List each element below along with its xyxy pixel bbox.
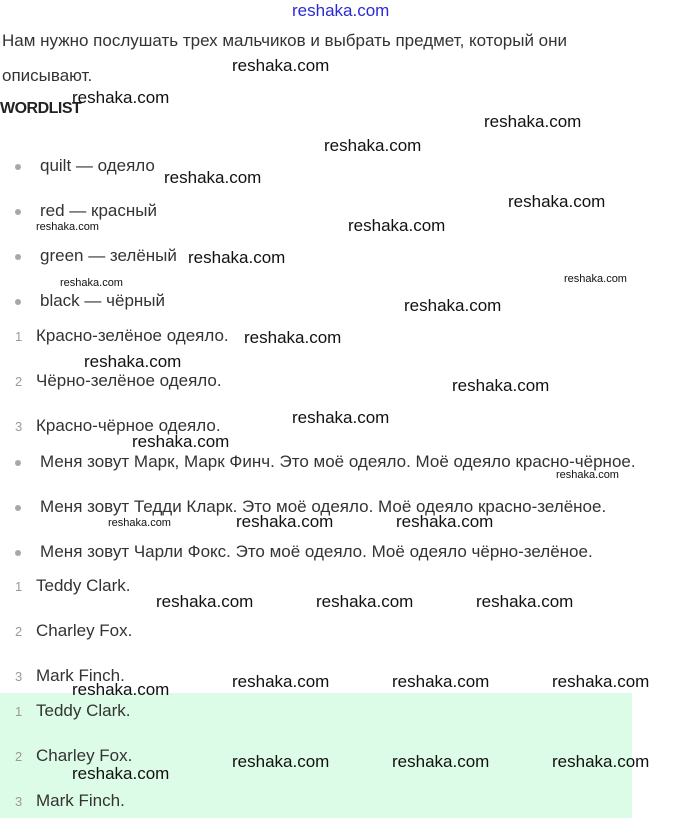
answer-item: Charley Fox. xyxy=(36,746,133,765)
bullet-icon xyxy=(15,254,21,260)
statement-item: Меня зовут Марк, Марк Финч. Это моё одеяло. Моё одеяло красно-чёрное. xyxy=(40,452,636,471)
wordlist-item: green — зелёный xyxy=(40,246,177,265)
watermark: reshaka.com xyxy=(552,672,650,691)
bullet-icon xyxy=(15,505,21,511)
list-number: 1 xyxy=(15,329,23,344)
watermark: reshaka.com xyxy=(244,328,342,347)
watermark: reshaka.com xyxy=(232,672,330,691)
answer-item: Teddy Clark. xyxy=(36,701,131,720)
watermark: reshaka.com xyxy=(556,469,619,481)
statement-item: Меня зовут Чарли Фокс. Это моё одеяло. Моё одеяло чёрно-зелёное. xyxy=(40,542,593,561)
name-item: Mark Finch. xyxy=(36,666,125,685)
watermark: reshaka.com xyxy=(84,352,182,371)
list-number: 2 xyxy=(15,624,23,639)
list-number: 2 xyxy=(15,374,23,389)
answer-item: Mark Finch. xyxy=(36,791,125,810)
watermark: reshaka.com xyxy=(508,192,606,211)
watermark: reshaka.com xyxy=(236,512,334,531)
intro-text-line2: описывают. xyxy=(2,66,93,85)
watermark: reshaka.com xyxy=(564,273,627,285)
watermark: reshaka.com xyxy=(164,168,262,187)
list-number: 3 xyxy=(15,419,23,434)
name-item: Charley Fox. xyxy=(36,621,133,640)
watermark: reshaka.com xyxy=(316,592,414,611)
watermark: reshaka.com xyxy=(72,764,170,783)
list-number: 3 xyxy=(15,669,23,684)
name-item: Teddy Clark. xyxy=(36,576,131,595)
bullet-icon xyxy=(15,209,21,215)
bullet-icon xyxy=(15,550,21,556)
watermark: reshaka.com xyxy=(396,512,494,531)
watermark: reshaka.com xyxy=(452,376,550,395)
watermark: reshaka.com xyxy=(72,680,170,699)
watermark: reshaka.com xyxy=(392,752,490,771)
watermark: reshaka.com xyxy=(476,592,574,611)
list-number: 1 xyxy=(15,579,23,594)
watermark: reshaka.com xyxy=(60,277,123,289)
watermark: reshaka.com xyxy=(484,112,582,131)
statement-item: Меня зовут Тедди Кларк. Это моё одеяло. Моё одеяло красно-зелёное. xyxy=(40,497,607,516)
list-number: 3 xyxy=(15,794,23,809)
watermark: reshaka.com xyxy=(292,408,390,427)
site-logo-link[interactable]: reshaka.com xyxy=(292,1,390,20)
bullet-icon xyxy=(15,164,21,170)
watermark: reshaka.com xyxy=(72,88,170,107)
wordlist-item: black — чёрный xyxy=(40,291,166,310)
intro-text-line1: Нам нужно послушать трех мальчиков и выбрать предмет, который они xyxy=(2,31,568,50)
list-number: 1 xyxy=(15,704,23,719)
wordlist-item: quilt — одеяло xyxy=(40,156,155,175)
watermark: reshaka.com xyxy=(348,216,446,235)
watermark: reshaka.com xyxy=(188,248,286,267)
watermark: reshaka.com xyxy=(132,432,230,451)
watermark: reshaka.com xyxy=(232,752,330,771)
bullet-icon xyxy=(15,460,21,466)
wordlist-heading: WORDLIST xyxy=(0,100,82,117)
option-item: Красно-чёрное одеяло. xyxy=(36,416,221,435)
list-number: 2 xyxy=(15,749,23,764)
watermark: reshaka.com xyxy=(392,672,490,691)
wordlist-item: red — красный xyxy=(40,201,157,220)
watermark: reshaka.com xyxy=(232,56,330,75)
watermark: reshaka.com xyxy=(156,592,254,611)
watermark: reshaka.com xyxy=(36,221,99,233)
watermark: reshaka.com xyxy=(404,296,502,315)
watermark: reshaka.com xyxy=(324,136,422,155)
option-item: Красно-зелёное одеяло. xyxy=(36,326,229,345)
watermark: reshaka.com xyxy=(108,517,171,529)
option-item: Чёрно-зелёное одеяло. xyxy=(36,371,222,390)
bullet-icon xyxy=(15,299,21,305)
watermark: reshaka.com xyxy=(552,752,650,771)
